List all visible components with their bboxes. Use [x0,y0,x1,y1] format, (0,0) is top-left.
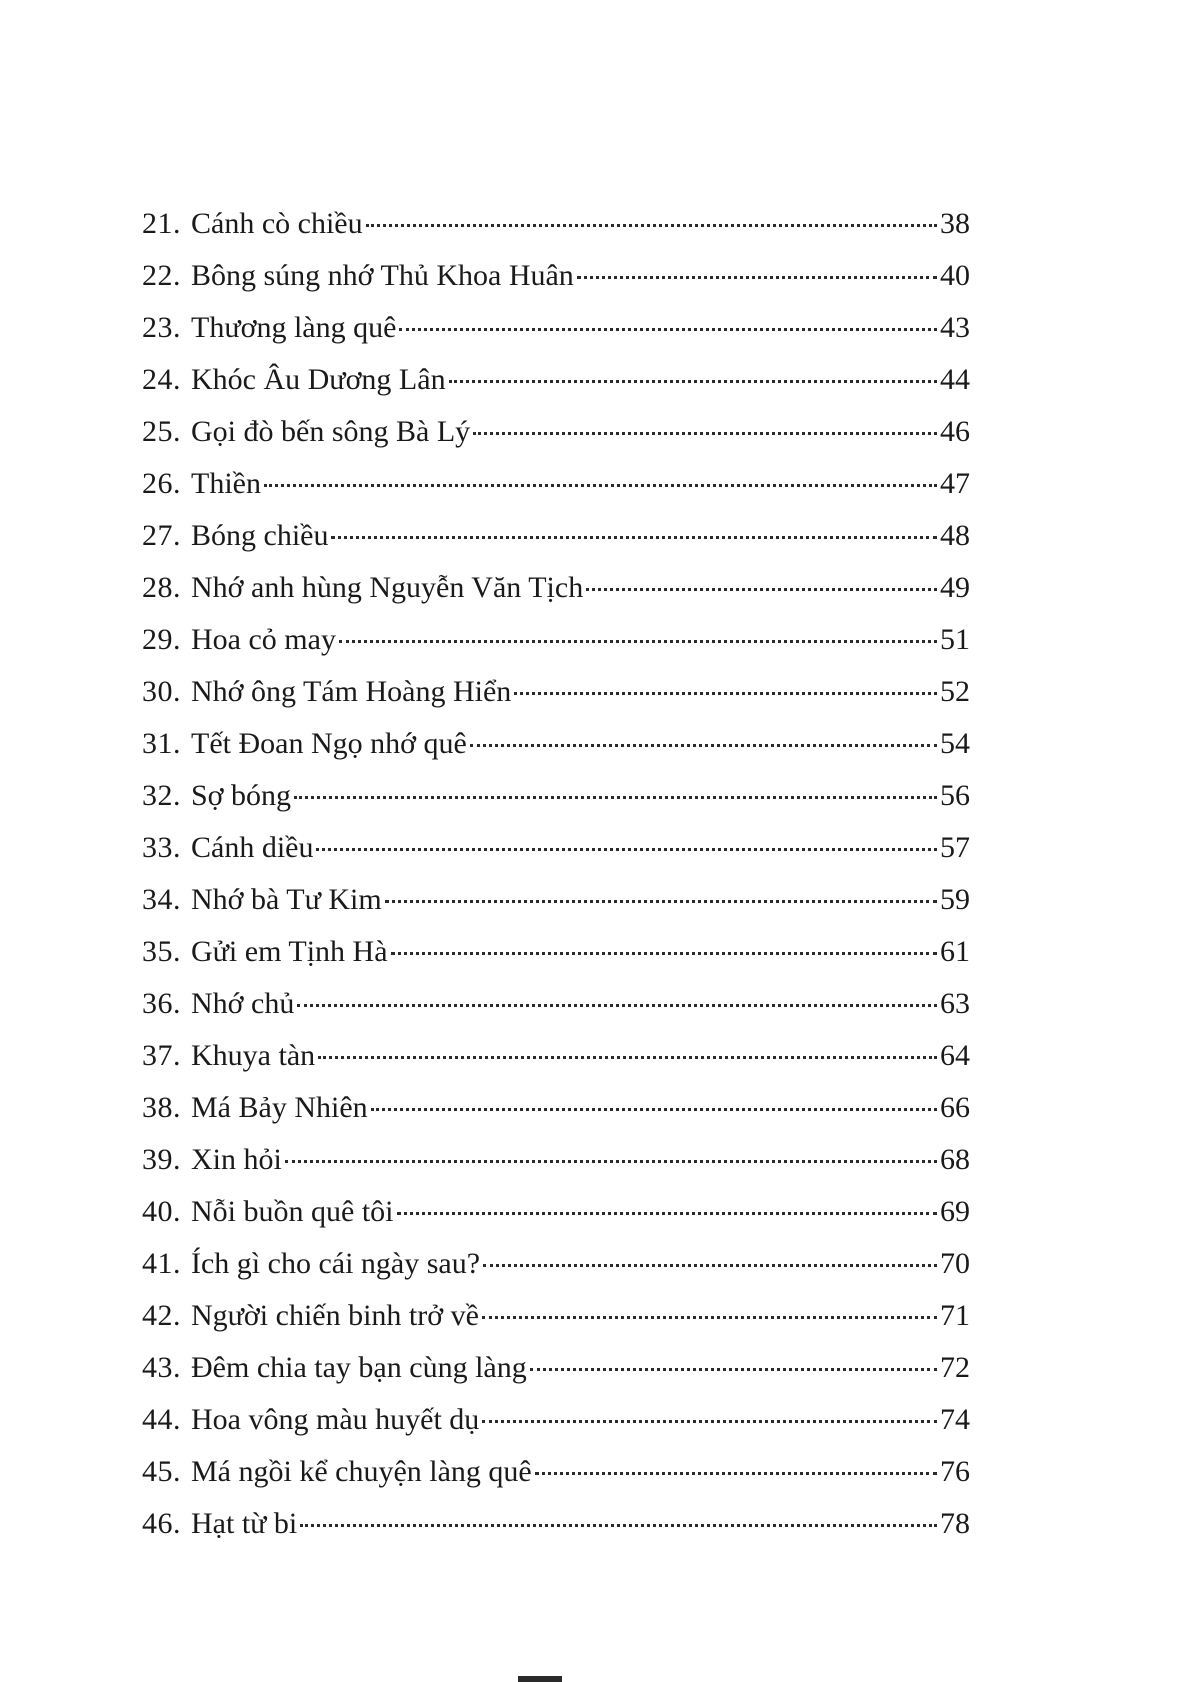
entry-title: Thương làng quê [191,311,397,344]
entry-page-number: 57 [940,831,970,864]
entry-title: Khóc Âu Dương Lân [191,363,446,396]
toc-entry [142,1134,970,1186]
entry-number: 29. [142,623,181,656]
toc-entry [142,614,970,666]
toc-entry [142,1186,970,1238]
dot-leader [483,1264,937,1267]
entry-number: 38. [142,1091,181,1124]
entry-page-number: 51 [940,623,970,656]
entry-title: Nỗi buồn quê tôi [191,1195,394,1228]
entry-title: Gửi em Tịnh Hà [191,935,388,968]
entry-page-number: 68 [940,1143,970,1176]
entry-number: 25. [142,415,181,448]
toc-entry [142,1498,970,1550]
dot-leader [371,1108,937,1111]
entry-title: Bóng chiều [191,519,329,552]
toc-entry [142,1030,970,1082]
entry-page-number: 71 [940,1299,970,1332]
dot-leader [449,380,937,383]
entry-title: Xin hỏi [191,1143,282,1176]
entry-title: Hoa vông màu huyết dụ [191,1403,480,1436]
dot-leader [473,432,937,435]
dot-leader [339,640,937,643]
toc-entry [142,926,970,978]
toc-entry [142,666,970,718]
entry-title: Cánh diều [191,831,314,864]
entry-page-number: 78 [940,1507,970,1540]
entry-page-number: 69 [940,1195,970,1228]
toc-entry [142,718,970,770]
entry-number: 40. [142,1195,181,1228]
entry-title: Nhớ ông Tám Hoàng Hiển [191,675,512,708]
dot-leader [297,1004,937,1007]
toc-entry [142,510,970,562]
entry-number: 33. [142,831,181,864]
dot-leader [577,276,937,279]
toc-entry [142,1290,970,1342]
entry-page-number: 38 [940,207,970,240]
entry-number: 42. [142,1299,181,1332]
entry-number: 27. [142,519,181,552]
dot-leader [300,1524,937,1527]
entry-title: Nhớ bà Tư Kim [191,883,382,916]
entry-title: Má Bảy Nhiên [191,1091,368,1124]
entry-page-number: 70 [940,1247,970,1280]
toc-entry [142,1394,970,1446]
entry-page-number: 46 [940,415,970,448]
entry-number: 23. [142,311,181,344]
entry-page-number: 74 [940,1403,970,1436]
entry-page-number: 61 [940,935,970,968]
entry-number: 22. [142,259,181,292]
entry-page-number: 44 [940,363,970,396]
dot-leader [264,484,937,487]
entry-title: Gọi đò bến sông Bà Lý [191,415,471,448]
toc-entry [142,1342,970,1394]
dot-leader [391,952,937,955]
entry-title: Hoa cỏ may [191,623,336,656]
entry-page-number: 52 [940,675,970,708]
entry-number: 36. [142,987,181,1020]
entry-number: 41. [142,1247,181,1280]
entry-title: Thiền [191,467,261,500]
dot-leader [318,1056,937,1059]
entry-number: 39. [142,1143,181,1176]
entry-number: 35. [142,935,181,968]
entry-page-number: 64 [940,1039,970,1072]
toc-entry [142,198,970,250]
entry-title: Người chiến binh trở về [191,1299,479,1332]
toc-entry [142,1082,970,1134]
dot-leader [482,1420,937,1423]
page-edge-mark [518,1676,562,1682]
entry-number: 34. [142,883,181,916]
dot-leader [285,1160,937,1163]
dot-leader [294,796,937,799]
entry-page-number: 63 [940,987,970,1020]
dot-leader [514,692,937,695]
toc-entry [142,302,970,354]
entry-number: 30. [142,675,181,708]
dot-leader [530,1368,937,1371]
entry-page-number: 47 [940,467,970,500]
toc-entry [142,1238,970,1290]
entry-page-number: 48 [940,519,970,552]
toc-entry [142,874,970,926]
toc-entry [142,1446,970,1498]
entry-number: 28. [142,571,181,604]
entry-number: 37. [142,1039,181,1072]
dot-leader [482,1316,937,1319]
entry-number: 43. [142,1351,181,1384]
entry-page-number: 49 [940,571,970,604]
entry-number: 31. [142,727,181,760]
entry-number: 44. [142,1403,181,1436]
dot-leader [366,224,937,227]
entry-title: Cánh cò chiều [191,207,363,240]
entry-page-number: 54 [940,727,970,760]
toc-entry [142,978,970,1030]
dot-leader [331,536,937,539]
toc-entry [142,406,970,458]
dot-leader [535,1472,937,1475]
dot-leader [399,328,937,331]
dot-leader [385,900,937,903]
entry-page-number: 56 [940,779,970,812]
entry-title: Hạt từ bi [191,1507,298,1540]
toc-entry [142,354,970,406]
toc-entry [142,822,970,874]
entry-page-number: 72 [940,1351,970,1384]
toc-entry [142,250,970,302]
entry-title: Ích gì cho cái ngày sau? [191,1247,481,1280]
entry-title: Tết Đoan Ngọ nhớ quê [191,727,467,760]
table-of-contents [142,198,970,1550]
entry-title: Khuya tàn [191,1039,316,1072]
dot-leader [316,848,937,851]
entry-number: 26. [142,467,181,500]
dot-leader [397,1212,938,1215]
dot-leader [470,744,937,747]
entry-number: 46. [142,1507,181,1540]
entry-page-number: 43 [940,311,970,344]
entry-title: Đêm chia tay bạn cùng làng [191,1351,527,1384]
entry-page-number: 66 [940,1091,970,1124]
entry-number: 45. [142,1455,181,1488]
toc-entry [142,562,970,614]
entry-page-number: 40 [940,259,970,292]
entry-title: Nhớ chủ [191,987,295,1020]
entry-number: 24. [142,363,181,396]
entry-number: 21. [142,207,181,240]
dot-leader [586,588,937,591]
entry-title: Má ngồi kể chuyện làng quê [191,1455,532,1488]
entry-title: Nhớ anh hùng Nguyễn Văn Tịch [191,571,584,604]
entry-number: 32. [142,779,181,812]
entry-title: Sợ bóng [191,779,292,812]
entry-page-number: 59 [940,883,970,916]
entry-title: Bông súng nhớ Thủ Khoa Huân [191,259,574,292]
entry-page-number: 76 [940,1455,970,1488]
toc-entry [142,770,970,822]
toc-entry [142,458,970,510]
